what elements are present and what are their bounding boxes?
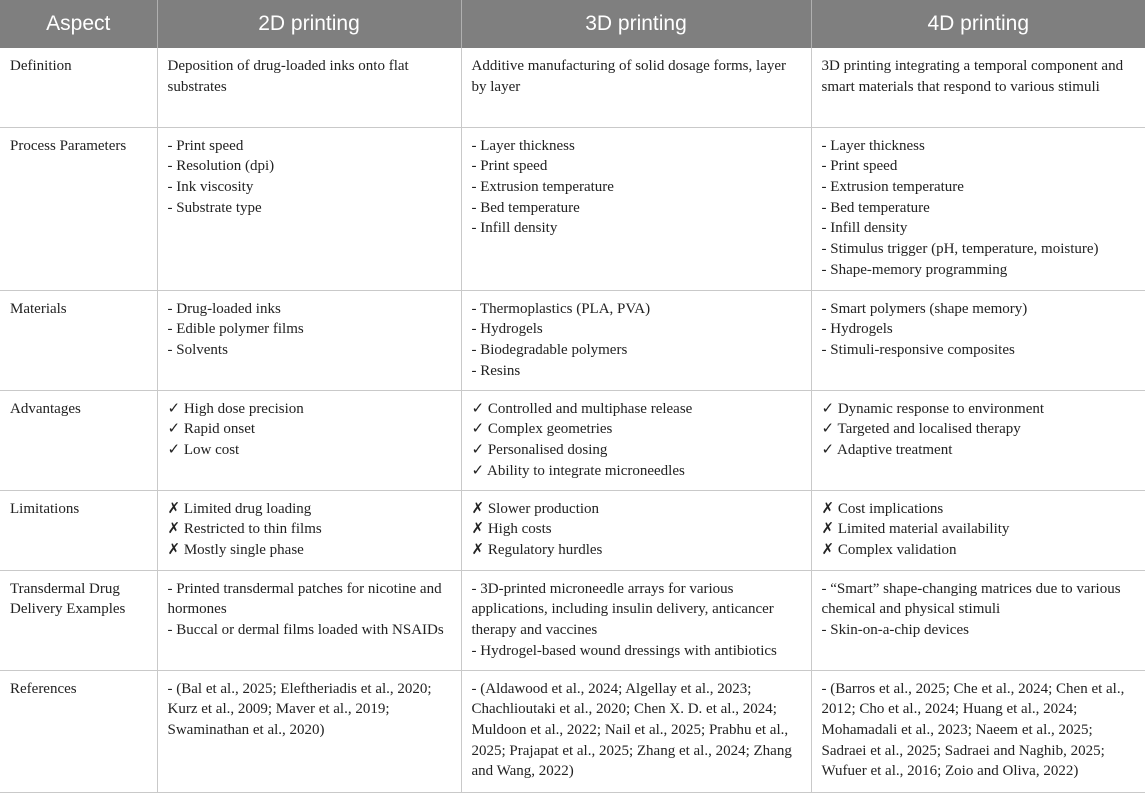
cell-line: - Buccal or dermal films loaded with NSAIDs bbox=[167, 621, 444, 638]
cell-line: - Solvents bbox=[167, 341, 228, 358]
cell-line: - (Bal et al., 2025; Eleftheriadis et al., 2020; Kurz et al., 2009; Maver et al., 2019; Swaminathan et al., 2020) bbox=[167, 680, 432, 738]
cell-line: - Thermoplastics (PLA, PVA) bbox=[471, 300, 651, 317]
aspect-cell: Limitations bbox=[0, 490, 157, 570]
cell-line: - Hydrogel-based wound dressings with antibiotics bbox=[471, 642, 777, 659]
cell-line: - Extrusion temperature bbox=[471, 178, 614, 195]
cell-line: 3D printing integrating a temporal component and smart materials that respond to various stimuli bbox=[821, 58, 1124, 95]
cell-line: - Skin-on-a-chip devices bbox=[821, 621, 969, 638]
cell-3d bbox=[461, 670, 811, 792]
cell-line: - Bed temperature bbox=[821, 199, 930, 216]
cell-line: Deposition of drug-loaded inks onto flat substrates bbox=[167, 58, 409, 95]
header-row bbox=[0, 0, 1145, 48]
cell-line: - 3D-printed microneedle arrays for various applications, including insulin delivery, anticancer therapy and vaccines bbox=[471, 580, 774, 638]
row-transdermal-examples bbox=[0, 570, 1145, 670]
cell-2d bbox=[157, 670, 461, 792]
cell-line: - Resolution (dpi) bbox=[167, 158, 275, 175]
aspect-cell: Definition bbox=[0, 48, 157, 127]
cell-line: - Printed transdermal patches for nicotine and hormones bbox=[167, 580, 442, 618]
cell-3d bbox=[461, 390, 811, 490]
cell-line: - Ink viscosity bbox=[167, 178, 254, 195]
cell-3d bbox=[461, 48, 811, 127]
cell-line: - Bed temperature bbox=[471, 199, 580, 216]
cell-line: - Shape-memory programming bbox=[821, 261, 1008, 278]
aspect-cell: Advantages bbox=[0, 390, 157, 490]
cell-line: - Print speed bbox=[167, 137, 244, 154]
cell-line: Additive manufacturing of solid dosage forms, layer by layer bbox=[471, 58, 787, 95]
table-header bbox=[0, 0, 1145, 48]
cell-line: ✗ Limited material availability bbox=[821, 521, 1010, 538]
row-process-parameters bbox=[0, 127, 1145, 290]
cell-4d bbox=[811, 290, 1145, 390]
header-3d-printing: 3D printing bbox=[461, 0, 811, 48]
cell-3d bbox=[461, 127, 811, 290]
header-4d-printing: 4D printing bbox=[811, 0, 1145, 48]
cell-2d bbox=[157, 127, 461, 290]
cell-line: ✓ Targeted and localised therapy bbox=[821, 421, 1021, 438]
header-2d-printing: 2D printing bbox=[157, 0, 461, 48]
cell-line: ✓ Personalised dosing bbox=[471, 441, 608, 458]
aspect-cell: Process Parameters bbox=[0, 127, 157, 290]
cell-line: ✓ Ability to integrate microneedles bbox=[471, 462, 685, 479]
table-body bbox=[0, 48, 1145, 792]
cell-line: ✗ Complex validation bbox=[821, 541, 957, 558]
cell-2d bbox=[157, 490, 461, 570]
cell-line: - Biodegradable polymers bbox=[471, 341, 628, 358]
cell-line: ✗ Cost implications bbox=[821, 500, 944, 517]
cell-2d bbox=[157, 570, 461, 670]
cell-line: ✓ Complex geometries bbox=[471, 421, 613, 438]
row-references bbox=[0, 670, 1145, 792]
cell-line: - Infill density bbox=[471, 220, 558, 237]
cell-line: ✓ Rapid onset bbox=[167, 421, 256, 438]
cell-line: ✓ Adaptive treatment bbox=[821, 441, 953, 458]
cell-4d bbox=[811, 670, 1145, 792]
cell-2d bbox=[157, 48, 461, 127]
cell-line: - Stimulus trigger (pH, temperature, moisture) bbox=[821, 241, 1099, 258]
cell-line: - (Aldawood et al., 2024; Algellay et al., 2023; Chachlioutaki et al., 2020; Chen X. D. et al., 2024; Muldoon et al., 2022; Nail et al., 2025; Prabhu et al., 2025; Prajapat et al., 2025; Zhang et al., 2024; Zhang and Wang, 2022) bbox=[471, 680, 792, 780]
cell-line: - Infill density bbox=[821, 220, 908, 237]
header-aspect: Aspect bbox=[0, 0, 157, 48]
cell-line: - Extrusion temperature bbox=[821, 178, 964, 195]
cell-4d bbox=[811, 48, 1145, 127]
cell-4d bbox=[811, 127, 1145, 290]
aspect-cell: Transdermal Drug Delivery Examples bbox=[0, 570, 157, 670]
cell-line: - Layer thickness bbox=[821, 137, 925, 154]
cell-line: ✓ Dynamic response to environment bbox=[821, 400, 1045, 417]
cell-line: - Layer thickness bbox=[471, 137, 575, 154]
row-limitations bbox=[0, 490, 1145, 570]
cell-line: ✓ High dose precision bbox=[167, 400, 304, 417]
row-materials bbox=[0, 290, 1145, 390]
aspect-cell: References bbox=[0, 670, 157, 792]
cell-line: - Print speed bbox=[471, 158, 548, 175]
cell-3d bbox=[461, 490, 811, 570]
cell-4d bbox=[811, 570, 1145, 670]
cell-line: - Edible polymer films bbox=[167, 321, 304, 338]
cell-line: - Drug-loaded inks bbox=[167, 300, 281, 317]
cell-line: ✗ Limited drug loading bbox=[167, 500, 312, 517]
row-definition bbox=[0, 48, 1145, 127]
row-advantages bbox=[0, 390, 1145, 490]
cell-line: ✗ Slower production bbox=[471, 500, 600, 517]
cell-line: - Print speed bbox=[821, 158, 898, 175]
cell-3d bbox=[461, 570, 811, 670]
cell-line: ✓ Controlled and multiphase release bbox=[471, 400, 693, 417]
cell-line: - (Barros et al., 2025; Che et al., 2024; Chen et al., 2012; Cho et al., 2024; Huang et al., 2024; Mohamadali et al., 2023; Naeem et al., 2025; Sadraei et al., 2025; Sadraei and Naghib, 2025; Wufuer et al., 2016; Zoio and Oliva, 2022) bbox=[821, 680, 1125, 780]
cell-4d bbox=[811, 490, 1145, 570]
cell-line: - Substrate type bbox=[167, 199, 262, 216]
cell-line: ✗ High costs bbox=[471, 521, 552, 538]
cell-3d bbox=[461, 290, 811, 390]
cell-2d bbox=[157, 290, 461, 390]
cell-2d bbox=[157, 390, 461, 490]
cell-line: - Smart polymers (shape memory) bbox=[821, 300, 1028, 317]
cell-line: - Hydrogels bbox=[471, 321, 543, 338]
cell-4d bbox=[811, 390, 1145, 490]
cell-line: ✗ Restricted to thin films bbox=[167, 521, 322, 538]
cell-line: - Hydrogels bbox=[821, 321, 893, 338]
cell-line: - “Smart” shape-changing matrices due to various chemical and physical stimuli bbox=[821, 580, 1121, 618]
cell-line: - Resins bbox=[471, 362, 521, 379]
cell-line: ✗ Regulatory hurdles bbox=[471, 541, 603, 558]
cell-line: - Stimuli-responsive composites bbox=[821, 341, 1015, 358]
aspect-cell: Materials bbox=[0, 290, 157, 390]
cell-line: ✗ Mostly single phase bbox=[167, 541, 304, 558]
cell-line: ✓ Low cost bbox=[167, 441, 240, 458]
